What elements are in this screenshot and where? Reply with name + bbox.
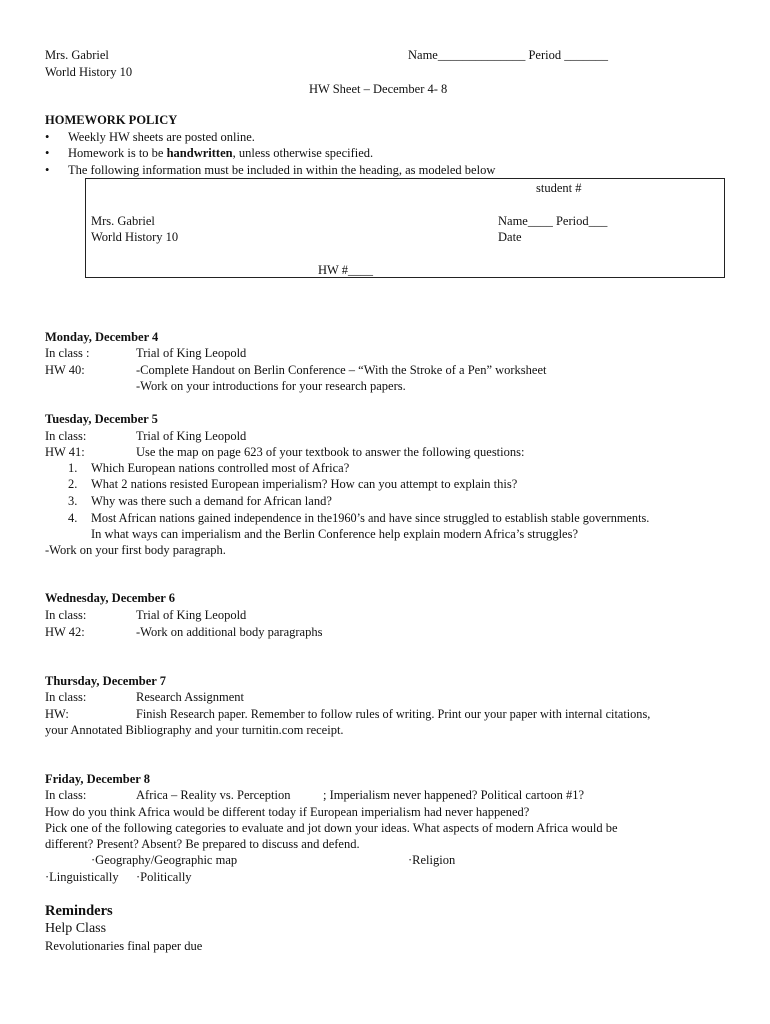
tuesday-hw-label: HW 41: xyxy=(45,445,85,459)
model-name-period: Name____ Period___ xyxy=(498,214,608,228)
thursday-title: Thursday, December 7 xyxy=(45,674,166,688)
bullet-icon: • xyxy=(45,146,50,160)
wednesday-hw-label: HW 42: xyxy=(45,625,85,639)
thursday-inclass-value: Research Assignment xyxy=(136,690,244,704)
thursday-hw-value-2: your Annotated Bibliography and your turnitin.com receipt. xyxy=(45,723,344,737)
model-hw-number: HW #____ xyxy=(318,263,373,277)
tuesday-title: Tuesday, December 5 xyxy=(45,412,158,426)
model-student-number: student # xyxy=(536,181,582,195)
question-number: 2. xyxy=(68,477,78,491)
category-politically: ·Politically xyxy=(136,870,192,884)
bullet-icon: • xyxy=(45,163,50,177)
wednesday-hw-value: -Work on additional body paragraphs xyxy=(136,625,323,639)
thursday-hw-label: HW: xyxy=(45,707,69,721)
monday-hw-label: HW 40: xyxy=(45,363,85,377)
reminders-title: Reminders xyxy=(45,903,113,919)
reminder-final-paper: Revolutionaries final paper due xyxy=(45,939,203,953)
thursday-inclass-label: In class: xyxy=(45,690,87,704)
question-number: 4. xyxy=(68,511,78,525)
heading-model-box xyxy=(85,178,725,278)
question-number: 1. xyxy=(68,461,78,475)
question-2: What 2 nations resisted European imperialism? How can you attempt to explain this? xyxy=(91,477,518,491)
policy-item-1: Weekly HW sheets are posted online. xyxy=(68,130,255,144)
friday-line-1: How do you think Africa would be different today if European imperialism had never happened? xyxy=(45,805,530,819)
teacher-name: Mrs. Gabriel xyxy=(45,48,109,62)
policy-item-3: The following information must be included in within the heading, as modeled below xyxy=(68,163,496,177)
question-number: 3. xyxy=(68,494,78,508)
friday-line-2: Pick one of the following categories to evaluate and jot down your ideas. What aspects of modern Africa would be xyxy=(45,821,618,835)
wednesday-inclass-value: Trial of King Leopold xyxy=(136,608,247,622)
model-date: Date xyxy=(498,230,522,244)
friday-inclass-value-2: ; Imperialism never happened? Political cartoon #1? xyxy=(323,788,585,802)
bullet-icon: • xyxy=(45,130,50,144)
wednesday-inclass-label: In class: xyxy=(45,608,87,622)
category-geography: ·Geography/Geographic map xyxy=(91,853,238,867)
tuesday-hw-value: Use the map on page 623 of your textbook to answer the following questions: xyxy=(136,445,525,459)
model-teacher: Mrs. Gabriel xyxy=(91,214,155,228)
name-period-line: Name______________ Period _______ xyxy=(408,48,608,62)
thursday-hw-value: Finish Research paper. Remember to follow rules of writing. Print our your paper with internal citations, xyxy=(136,707,651,721)
tuesday-inclass-value: Trial of King Leopold xyxy=(136,429,247,443)
policy-item-2-bold: handwritten xyxy=(166,146,233,160)
policy-item-2-pre: Homework is to be xyxy=(68,146,167,160)
monday-title: Monday, December 4 xyxy=(45,330,159,344)
question-3: Why was there such a demand for African land? xyxy=(91,494,332,508)
wednesday-title: Wednesday, December 6 xyxy=(45,591,175,605)
category-religion: ·Religion xyxy=(408,853,456,867)
friday-line-3: different? Present? Absent? Be prepared to discuss and defend. xyxy=(45,837,360,851)
monday-hw-value-1: -Complete Handout on Berlin Conference – “With the Stroke of a Pen” worksheet xyxy=(136,363,547,377)
sheet-title: HW Sheet – December 4- 8 xyxy=(309,82,448,96)
reminder-help-class: Help Class xyxy=(45,921,107,936)
policy-title: HOMEWORK POLICY xyxy=(45,113,178,127)
question-1: Which European nations controlled most of Africa? xyxy=(91,461,350,475)
policy-item-2-post: , unless otherwise specified. xyxy=(232,146,374,160)
friday-inclass-label: In class: xyxy=(45,788,87,802)
category-linguistically: ·Linguistically xyxy=(45,870,119,884)
policy-item-2 xyxy=(68,145,373,161)
tuesday-extra: -Work on your first body paragraph. xyxy=(45,543,226,557)
question-4b: In what ways can imperialism and the Berlin Conference help explain modern Africa’s struggles? xyxy=(91,527,578,541)
friday-inclass-value: Africa – Reality vs. Perception xyxy=(136,788,291,802)
question-4a: Most African nations gained independence in the1960’s and have since struggled to establish stable governments. xyxy=(91,511,650,525)
course-name: World History 10 xyxy=(45,65,133,79)
model-course: World History 10 xyxy=(91,230,179,244)
monday-inclass-label: In class : xyxy=(45,346,90,360)
monday-inclass-value: Trial of King Leopold xyxy=(136,346,247,360)
monday-hw-value-2: -Work on your introductions for your research papers. xyxy=(136,379,406,393)
tuesday-inclass-label: In class: xyxy=(45,429,87,443)
friday-title: Friday, December 8 xyxy=(45,772,150,786)
